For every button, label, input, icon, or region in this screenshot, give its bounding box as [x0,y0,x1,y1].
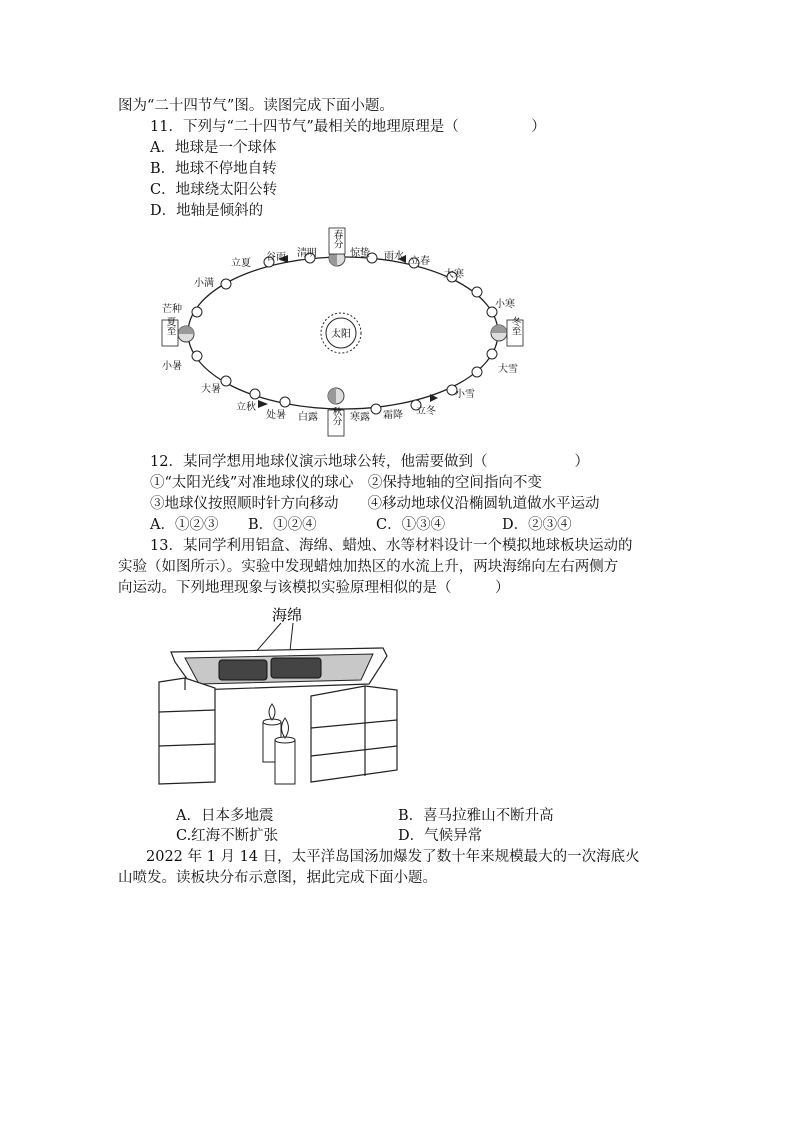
q13-stem-2: 实验（如图所示）。实验中发现蜡烛加热区的水流上升，两块海绵向左右两侧方 [118,559,619,575]
plate-motion-experiment-figure [155,600,405,800]
q11-option-d: D．地轴是倾斜的 [150,203,264,219]
term-label: 小雪 [455,389,475,400]
sun-icon [321,313,361,353]
passage-line-1: 2022 年 1 月 14 日，太平洋岛国汤加爆发了数十年来规模最大的一次海底火 [146,849,640,865]
earth-globe-icon [178,326,194,342]
passage-line-2: 山喷发。读板块分布示意图，据此完成下面小题。 [118,870,437,886]
autumn-equinox-label: 秋分 [330,406,342,426]
term-label: 白露 [298,412,318,423]
left-stack-blocks [159,678,215,784]
q11-option-b: B．地球不停地自转 [150,161,277,177]
term-label: 立冬 [416,406,436,417]
winter-solstice-label: 冬至 [509,316,521,336]
term-label: 雨水 [384,251,404,262]
q11-stem: 11．下列与“二十四节气”最相关的地理原理是（ ） [150,119,546,135]
earth-globe-icon [328,388,344,404]
q12-statements-1: ①“太阳光线”对准地球仪的球心 ②保持地轴的空间指向不变 [150,475,542,491]
term-label: 小暑 [162,361,182,372]
term-label: 大寒 [444,269,464,280]
term-label: 大暑 [201,384,221,395]
term-label: 小满 [194,278,214,289]
term-label: 芒种 [162,304,182,315]
arrow-icon [258,400,268,408]
q11-option-c: C．地球绕太阳公转 [150,182,278,198]
boxed-term-autumn-equinox [328,406,344,436]
q12-statements-2: ③地球仪按照顺时针方向移动 ④移动地球仪沿椭圆轨道做水平运动 [150,496,600,512]
q11-option-a: A．地球是一个球体 [150,140,277,156]
summer-solstice-label: 夏至 [164,316,176,336]
term-label: 清明 [297,248,317,259]
term-label: 谷雨 [266,252,286,263]
solar-terms-orbit-diagram [150,222,530,444]
q13-stem-1: 13．某同学利用铝盒、海绵、蜡烛、水等材料设计一个模拟地球板块运动的 [150,538,633,554]
q13-option-c: C.红海不断扩张 [176,828,279,844]
term-label: 惊蛰 [350,248,370,259]
q13-stem-3: 向运动。下列地理现象与该模拟实验原理相似的是（ ） [118,580,510,596]
q12-option-b: B．①②④ [248,517,317,533]
sponge-label: 海绵 [271,606,303,624]
term-label: 立秋 [236,402,256,413]
q13-option-b: B．喜马拉雅山不断升高 [398,808,554,824]
boxed-term-summer-solstice [162,317,178,347]
q12-option-c: C．①③④ [376,517,446,533]
q12-option-a: A．①②③ [150,517,219,533]
term-label: 寒露 [350,412,370,423]
intro-text: 图为“二十四节气”图。读图完成下面小题。 [118,98,394,114]
boxed-term-winter-solstice [507,316,523,346]
term-label: 大雪 [498,364,518,375]
term-label: 小寒 [495,299,515,310]
sponge-block-right [271,658,321,678]
term-label: 处暑 [266,410,286,421]
term-label: 立春 [410,256,430,267]
term-label: 立夏 [231,258,251,269]
spring-equinox-label: 春分 [331,229,343,249]
boxed-term-spring-equinox [329,228,345,254]
sponge-block-left [219,660,267,680]
q12-option-d: D．②③④ [502,517,572,533]
q12-stem: 12．某同学想用地球仪演示地球公转，他需要做到（ ） [150,454,589,470]
q13-option-d: D．气候异常 [398,828,483,844]
term-label: 霜降 [383,410,403,421]
earth-globe-icon [491,325,507,341]
sun-label: 太阳 [331,329,351,340]
right-stack-blocks [311,686,397,782]
q13-option-a: A．日本多地震 [176,808,274,824]
